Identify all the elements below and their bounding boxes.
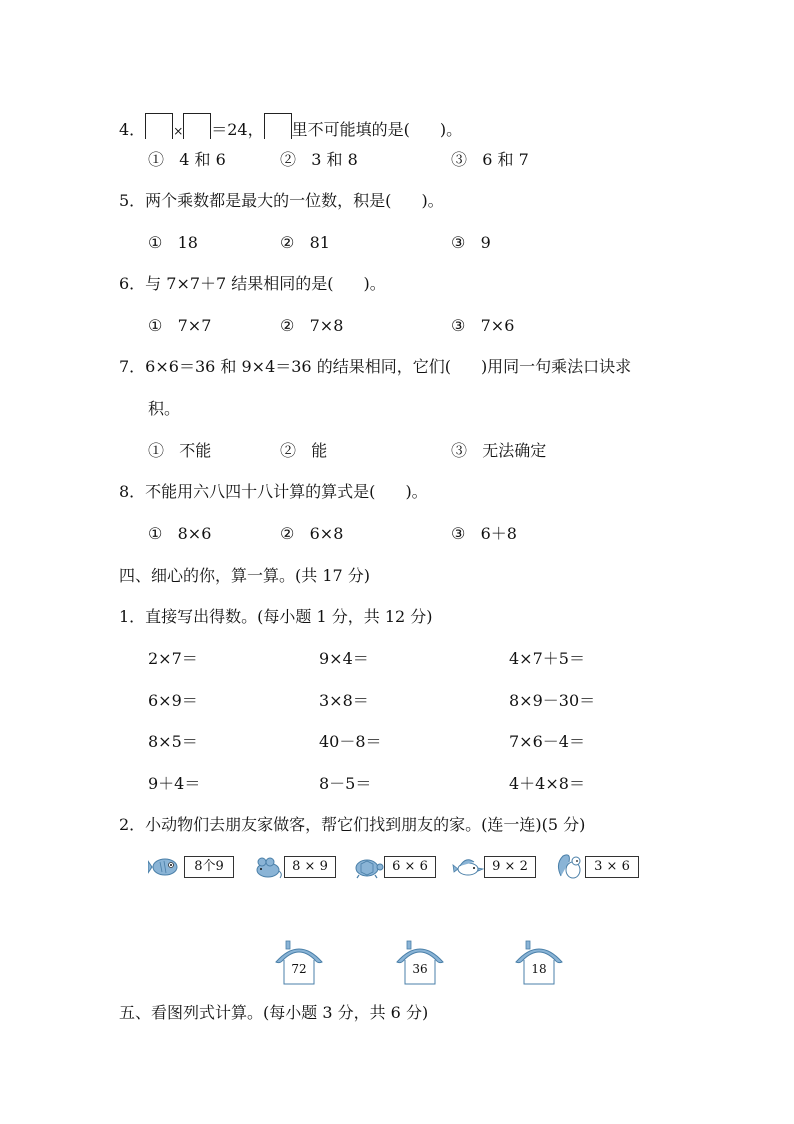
option-text: 6×8 [309, 524, 344, 543]
turtle-icon [352, 850, 384, 882]
calc-item[interactable]: 3×8＝ [319, 691, 369, 710]
option-mark: ① [148, 441, 165, 460]
option[interactable] [280, 316, 343, 336]
option-mark: ③ [451, 150, 468, 169]
option-mark: ③ [451, 316, 466, 335]
animal-bird[interactable] [452, 850, 536, 882]
house-label: 18 [531, 962, 547, 976]
option-text: 8×6 [177, 524, 212, 543]
times-sign: × [173, 124, 184, 138]
option[interactable] [451, 150, 529, 170]
option-mark: ① [148, 524, 163, 543]
option[interactable] [451, 233, 491, 253]
option-text: 3 和 8 [311, 150, 358, 169]
option-text: 7×7 [177, 316, 212, 335]
animal-turtle[interactable] [352, 850, 436, 882]
calc-item[interactable]: 9×4＝ [319, 649, 369, 668]
animal-squirrel[interactable] [555, 850, 639, 882]
house-72[interactable] [274, 938, 324, 988]
option[interactable] [148, 150, 226, 170]
calc-item[interactable]: 8×5＝ [148, 732, 198, 751]
house-label: 36 [412, 962, 428, 976]
section-4-q2-title: 2．小动物们去朋友家做客，帮它们找到朋友的家。(连一连)(5 分) [119, 815, 586, 834]
question-text: 7．6×6＝36 和 9×4＝36 的结果相同，它们( [119, 357, 451, 376]
animal-card: 8个9 [184, 856, 234, 878]
option[interactable] [148, 524, 211, 544]
question-6 [119, 274, 386, 294]
option[interactable] [148, 233, 198, 253]
question-text: 8．不能用六八四十八计算的算式是( [119, 482, 376, 501]
question-7 [119, 357, 631, 377]
option-text: 不能 [179, 441, 212, 460]
option-mark: ② [280, 150, 297, 169]
option[interactable] [148, 441, 211, 461]
option-text: 18 [177, 233, 198, 252]
calc-item[interactable]: 9＋4＝ [148, 774, 201, 793]
blank-box-3[interactable] [264, 113, 292, 139]
option[interactable] [451, 316, 514, 336]
question-7-continuation [148, 399, 180, 419]
option-mark: ③ [451, 233, 466, 252]
option[interactable] [451, 441, 546, 461]
animal-fish[interactable] [148, 850, 234, 882]
option-text: 7×6 [480, 316, 515, 335]
section-4-title: 四、细心的你，算一算。(共 17 分) [119, 566, 371, 585]
calc-item[interactable]: 8－5＝ [319, 774, 372, 793]
blank-box-1[interactable] [145, 113, 173, 139]
squirrel-icon [555, 850, 585, 882]
calc-item[interactable]: 7×6－4＝ [509, 732, 585, 751]
section-5-title: 五、看图列式计算。(每小题 3 分，共 6 分) [119, 1003, 429, 1022]
option-text: 6＋8 [480, 524, 517, 543]
calc-item[interactable]: 4＋4×8＝ [509, 774, 585, 793]
option[interactable] [280, 233, 330, 253]
option-mark: ③ [451, 441, 468, 460]
animal-card: 8 × 9 [284, 856, 336, 878]
option-mark: ① [148, 316, 163, 335]
option-mark: ① [148, 233, 163, 252]
animal-card: 3 × 6 [585, 856, 639, 878]
question-close: )。 [405, 482, 428, 501]
option-text: 4 和 6 [179, 150, 226, 169]
equation-text: ＝24， [211, 120, 264, 139]
animal-mouse[interactable] [252, 850, 336, 882]
option-text: 9 [480, 233, 491, 252]
bird-icon [452, 850, 484, 882]
house-36[interactable] [395, 938, 445, 988]
animal-card: 9 × 2 [484, 856, 536, 878]
option-text: 能 [311, 441, 328, 460]
option-text: 6 和 7 [482, 150, 529, 169]
blank-box-2[interactable] [183, 113, 211, 139]
question-number: 4． [119, 120, 146, 139]
calc-item[interactable]: 8×9－30＝ [509, 691, 596, 710]
option[interactable] [280, 524, 343, 544]
fish-icon [148, 850, 184, 882]
option-text: 无法确定 [482, 441, 547, 460]
question-close: )。 [439, 120, 463, 139]
question-close: )。 [363, 274, 386, 293]
question-text: 积。 [148, 399, 181, 418]
calc-item[interactable]: 2×7＝ [148, 649, 198, 668]
option[interactable] [280, 441, 327, 461]
calc-item[interactable]: 6×9＝ [148, 691, 198, 710]
option[interactable] [148, 316, 211, 336]
question-4 [119, 113, 462, 141]
house-label: 72 [291, 962, 307, 976]
question-text: 5．两个乘数都是最大的一位数，积是( [119, 191, 392, 210]
question-close: )用同一句乘法口诀求 [480, 357, 632, 376]
option-mark: ② [280, 233, 295, 252]
option-mark: ① [148, 150, 165, 169]
calc-item[interactable]: 40－8＝ [319, 732, 382, 751]
calc-item[interactable]: 4×7＋5＝ [509, 649, 585, 668]
section-4-q1-title: 1．直接写出得数。(每小题 1 分，共 12 分) [119, 607, 433, 626]
question-5 [119, 191, 444, 211]
option-text: 7×8 [309, 316, 344, 335]
option-mark: ② [280, 524, 295, 543]
option-mark: ② [280, 316, 295, 335]
mouse-icon [252, 850, 284, 882]
question-text: 里不可能填的是( [291, 120, 410, 139]
animal-card: 6 × 6 [384, 856, 436, 878]
option-mark: ③ [451, 524, 466, 543]
question-text: 6．与 7×7＋7 结果相同的是( [119, 274, 334, 293]
option[interactable] [280, 150, 358, 170]
question-close: )。 [421, 191, 444, 210]
house-18[interactable] [514, 938, 564, 988]
question-8 [119, 482, 428, 502]
option-text: 81 [309, 233, 330, 252]
option[interactable] [451, 524, 517, 544]
option-mark: ② [280, 441, 297, 460]
